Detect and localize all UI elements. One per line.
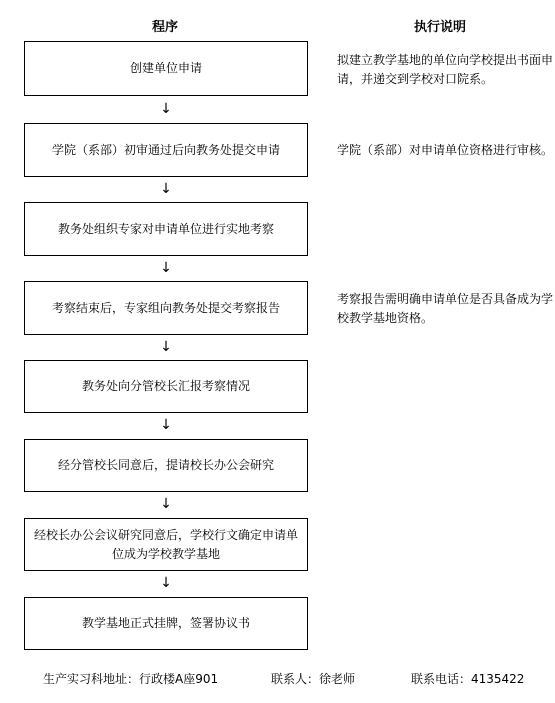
step-6-box — [24, 439, 308, 492]
arrow-icon: ↓ — [160, 339, 172, 355]
arrow-icon: ↓ — [160, 417, 172, 433]
step-6-label: 经分管校长同意后，提请校长办公会研究 — [57, 458, 274, 472]
step-5-label: 教务处向分管校长汇报考察情况 — [81, 379, 250, 393]
step-8-label: 教学基地正式挂牌，签署协议书 — [81, 616, 250, 630]
arrow-icon: ↓ — [160, 260, 172, 276]
note-step-2: 学院（系部）对申请单位资格进行审核。 — [337, 143, 554, 157]
step-3-box — [24, 202, 308, 256]
step-4-box — [24, 281, 308, 335]
step-7-box — [24, 518, 308, 571]
step-1-box — [24, 41, 308, 96]
arrow-icon: ↓ — [160, 101, 172, 117]
footer-contact: 联系人：徐老师 — [271, 672, 356, 686]
step-3-label: 教务处组织专家对申请单位进行实地考察 — [57, 221, 274, 236]
footer-phone: 联系电话：4135422 — [411, 672, 525, 686]
step-8-box — [24, 597, 308, 650]
step-2-box — [24, 123, 308, 177]
arrow-icon: ↓ — [160, 181, 172, 197]
step-7-label: 经校长办公会议研究同意后，学校行文确定申请单位成为学校教学基地 — [33, 527, 298, 561]
arrow-icon: ↓ — [160, 575, 172, 591]
step-4-label: 考察结束后，专家组向教务处提交考察报告 — [51, 300, 280, 315]
arrow-icon: ↓ — [160, 496, 172, 512]
step-2-label: 学院（系部）初审通过后向教务处提交申请 — [51, 142, 280, 157]
explanation-header: 执行说明 — [414, 20, 467, 35]
procedure-header: 程序 — [152, 20, 179, 35]
step-1-label: 创建单位申请 — [129, 61, 202, 75]
footer-address: 生产实习科地址：行政楼A座901 — [43, 672, 219, 686]
note-step-4: 考察报告需明确申请单位是否具备成为学校教学基地资格。 — [337, 292, 554, 325]
step-5-box — [24, 360, 308, 413]
note-step-1: 拟建立教学基地的单位向学校提出书面申请，并递交到学校对口院系。 — [337, 53, 554, 86]
